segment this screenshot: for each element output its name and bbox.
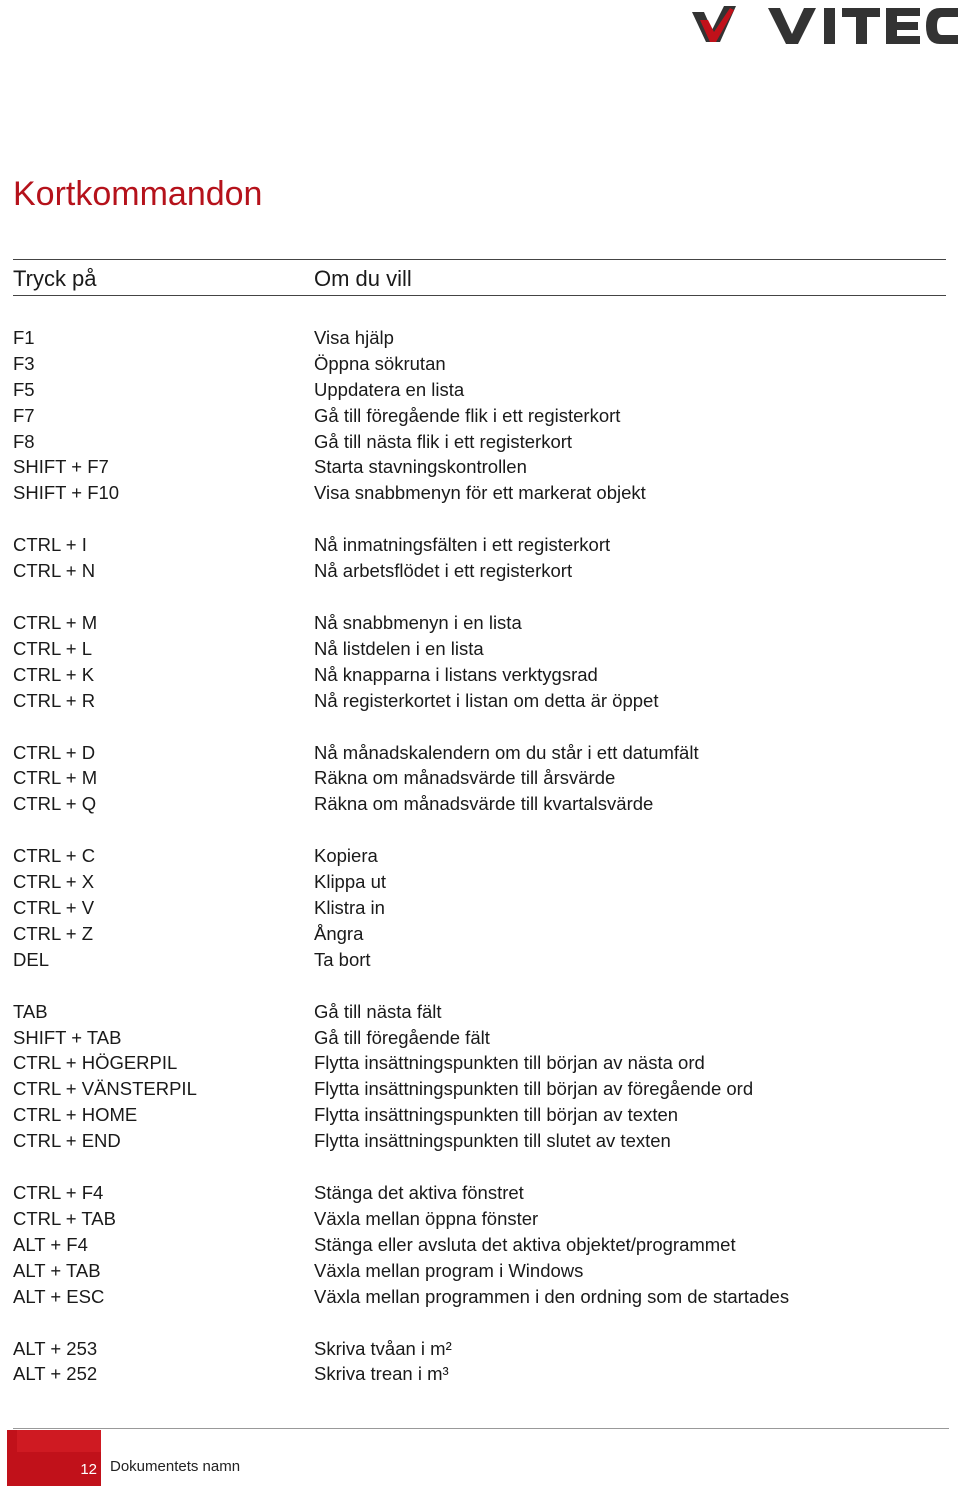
shortcut-key: F7 [13,404,35,426]
shortcut-action: Flytta insättningspunkten till början av nästa ord [314,1052,705,1074]
shortcut-key: CTRL + HOME [13,1104,138,1126]
vitec-logo [690,4,960,46]
shortcut-key: CTRL + C [13,845,96,867]
shortcut-key: CTRL + D [13,741,96,763]
shortcut-row [0,765,960,791]
shortcut-row [0,740,960,766]
shortcut-action: Nå registerkortet i listan om detta är öppet [314,689,659,711]
shortcut-key: CTRL + Q [13,793,97,815]
shortcut-action: Skriva tvåan i m² [314,1337,452,1359]
shortcut-row [0,403,960,429]
shortcut-row [0,921,960,947]
header-rule-bottom [13,295,946,296]
shortcut-key: SHIFT + F10 [13,482,120,504]
shortcut-row [0,947,960,973]
page-number-box [7,1430,101,1486]
shortcut-action: Skriva trean i m³ [314,1363,449,1385]
shortcut-key: F3 [13,352,35,374]
shortcut-key: ALT + F4 [13,1233,88,1255]
shortcut-action: Växla mellan programmen i den ordning som de startades [314,1285,790,1307]
shortcut-key: CTRL + F4 [13,1182,104,1204]
shortcut-group [0,610,960,714]
shortcut-action: Kopiera [314,845,378,867]
shortcut-key: CTRL + R [13,689,96,711]
shortcut-action: Nå knapparna i listans verktygsrad [314,663,598,685]
shortcut-action: Gå till nästa flik i ett registerkort [314,430,573,452]
shortcut-group [0,740,960,818]
shortcut-row [0,429,960,455]
shortcut-key: CTRL + HÖGERPIL [13,1052,178,1074]
shortcut-action: Ångra [314,922,364,944]
shortcut-row [0,1076,960,1102]
shortcut-key: SHIFT + TAB [13,1026,122,1048]
shortcut-action: Nå listdelen i en lista [314,637,484,659]
shortcut-row [0,1284,960,1310]
shortcut-row [0,1180,960,1206]
shortcut-action: Stänga eller avsluta det aktiva objektet/programmet [314,1233,736,1255]
shortcut-action: Nå månadskalendern om du står i ett datumfält [314,741,699,763]
shortcut-action: Nå arbetsflödet i ett registerkort [314,560,573,582]
shortcut-action: Räkna om månadsvärde till årsvärde [314,767,616,789]
shortcut-action: Öppna sökrutan [314,352,446,374]
shortcut-row [0,480,960,506]
shortcut-row [0,843,960,869]
shortcut-key: ALT + 252 [13,1363,98,1385]
shortcut-key: CTRL + L [13,637,92,659]
column-header-key: Tryck på [13,266,97,291]
shortcut-action: Gå till föregående flik i ett registerkort [314,404,621,426]
page-number: 12 [80,1461,97,1478]
shortcut-row [0,351,960,377]
shortcut-row [0,1128,960,1154]
vitec-logo-wordmark [768,8,958,44]
shortcut-action: Gå till föregående fält [314,1026,490,1048]
header-rule-top [13,259,946,260]
shortcut-group [0,999,960,1154]
shortcut-key: CTRL + N [13,560,96,582]
shortcut-action: Flytta insättningspunkten till slutet av texten [314,1130,671,1152]
shortcut-action: Klistra in [314,897,385,919]
shortcut-key: CTRL + I [13,534,87,556]
shortcut-key: SHIFT + F7 [13,456,109,478]
shortcut-row [0,636,960,662]
shortcut-action: Växla mellan program i Windows [314,1259,584,1281]
shortcut-key: CTRL + V [13,897,95,919]
shortcut-row [0,1102,960,1128]
shortcut-row [0,1206,960,1232]
shortcut-key: CTRL + VÄNSTERPIL [13,1078,197,1100]
document-name: Dokumentets namn [110,1458,241,1475]
shortcut-row [0,454,960,480]
shortcut-action: Nå snabbmenyn i en lista [314,612,522,634]
shortcut-key: CTRL + M [13,767,98,789]
shortcut-key: CTRL + Z [13,922,94,944]
shortcut-group [0,1180,960,1309]
shortcut-action: Flytta insättningspunkten till början av föregående ord [314,1078,754,1100]
shortcut-action: Växla mellan öppna fönster [314,1207,539,1229]
shortcut-row [0,1025,960,1051]
shortcut-key: F1 [13,327,35,348]
shortcut-key: CTRL + END [13,1130,121,1152]
shortcut-group [0,843,960,972]
shortcut-key: TAB [13,1000,48,1022]
shortcut-key: CTRL + TAB [13,1207,116,1229]
shortcut-action: Flytta insättningspunkten till början av texten [314,1104,679,1126]
shortcut-key: CTRL + X [13,871,95,893]
shortcut-action: Visa hjälp [314,327,394,348]
shortcut-action: Klippa ut [314,871,386,893]
shortcut-row [0,662,960,688]
shortcut-action: Starta stavningskontrollen [314,456,527,478]
shortcut-key: ALT + 253 [13,1337,98,1359]
shortcut-row [0,610,960,636]
shortcut-action: Visa snabbmenyn för ett markerat objekt [314,482,646,504]
shortcut-row [0,895,960,921]
shortcut-row [0,325,960,351]
shortcut-row [0,377,960,403]
shortcut-row [0,1232,960,1258]
shortcut-group [0,1336,960,1388]
shortcut-group [0,532,960,584]
shortcut-table [0,325,960,1413]
shortcut-row [0,1336,960,1362]
shortcut-action: Räkna om månadsvärde till kvartalsvärde [314,793,654,815]
shortcut-row [0,791,960,817]
shortcut-group [0,325,960,506]
shortcut-key: F5 [13,378,35,400]
shortcut-key: ALT + TAB [13,1259,101,1281]
shortcut-row [0,1361,960,1387]
shortcut-row [0,688,960,714]
shortcut-key: CTRL + K [13,663,95,685]
shortcut-row [0,999,960,1025]
vitec-logo-mark-icon [692,6,736,42]
shortcut-key: ALT + ESC [13,1285,105,1307]
shortcut-row [0,558,960,584]
shortcut-row [0,1050,960,1076]
shortcut-action: Stänga det aktiva fönstret [314,1182,524,1204]
shortcut-action: Ta bort [314,948,371,970]
shortcut-key: DEL [13,948,49,970]
page-title: Kortkommandon [13,175,263,213]
shortcut-key: F8 [13,430,35,452]
footer-rule [13,1428,949,1429]
shortcut-action: Uppdatera en lista [314,378,465,400]
shortcut-row [0,532,960,558]
column-header-action: Om du vill [314,266,412,291]
shortcut-action: Gå till nästa fält [314,1000,442,1022]
shortcut-row [0,869,960,895]
shortcut-key: CTRL + M [13,612,98,634]
shortcut-row [0,1258,960,1284]
shortcut-action: Nå inmatningsfälten i ett registerkort [314,534,611,556]
